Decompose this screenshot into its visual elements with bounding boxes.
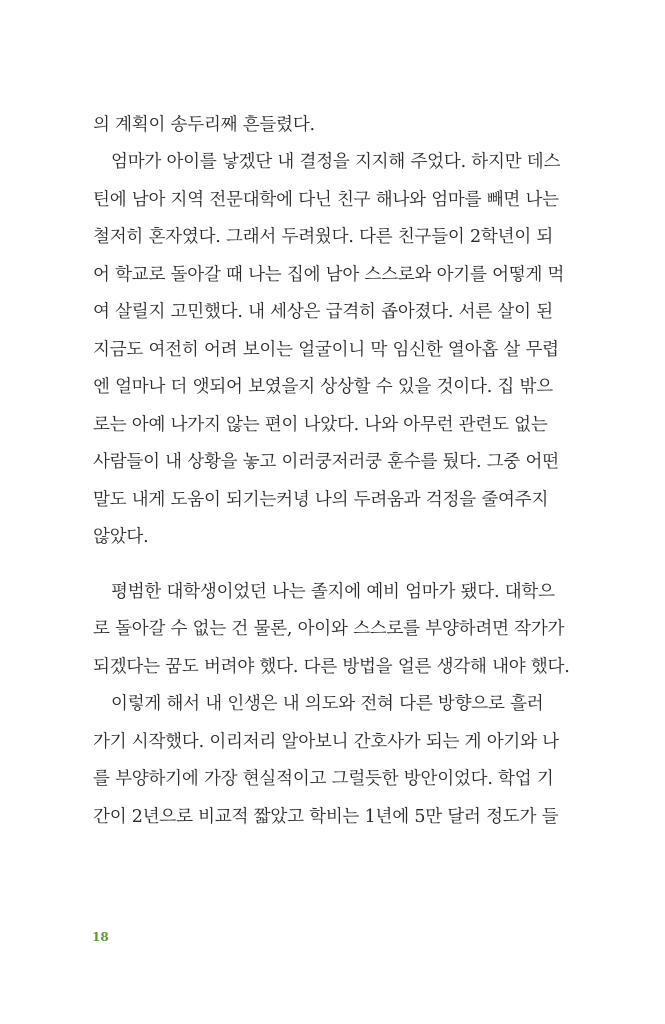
text-line: 어 학교로 돌아갈 때 나는 집에 남아 스스로와 아기를 어떻게 먹: [93, 265, 565, 285]
text-line: 지금도 여전히 어려 보이는 얼굴이니 막 임신한 열아홉 살 무렵: [93, 340, 559, 360]
page-number: 18: [92, 930, 109, 944]
text-line: 로 돌아갈 수 없는 건 물론, 아이와 스스로를 부양하려면 작가가: [93, 619, 565, 639]
text-line: 여 살릴지 고민했다. 내 세상은 급격히 좁아졌다. 서른 살이 된: [93, 302, 553, 322]
text-line: 않았다.: [93, 527, 149, 547]
text-line: 이렇게 해서 내 인생은 내 의도와 전혀 다른 방향으로 흘러: [111, 694, 544, 714]
text-line: 평범한 대학생이었던 나는 졸지에 예비 엄마가 됐다. 대학으: [111, 582, 555, 602]
text-line: 철저히 혼자였다. 그래서 두려웠다. 다른 친구들이 2학년이 되: [93, 227, 554, 247]
text-line: 가기 시작했다. 이리저리 알아보니 간호사가 되는 게 아기와 나: [93, 732, 559, 752]
text-line: 엄마가 아이를 낳겠단 내 결정을 지지해 주었다. 하지만 데스: [111, 152, 561, 172]
text-line: 되겠다는 꿈도 버려야 했다. 다른 방법을 얼른 생각해 내야 했다.: [93, 657, 570, 677]
text-line: 엔 얼마나 더 앳되어 보였을지 상상할 수 있을 것이다. 집 밖으: [93, 377, 553, 397]
text-line: 간이 2년으로 비교적 짧았고 학비는 1년에 5만 달러 정도가 들: [93, 807, 559, 827]
text-line: 말도 내게 도움이 되기는커녕 나의 두려움과 걱정을 줄여주지: [93, 490, 549, 510]
text-line: 사람들이 내 상황을 놓고 이러쿵저러쿵 훈수를 뒀다. 그중 어떤: [93, 452, 559, 472]
text-line: 틴에 남아 지역 전문대학에 다닌 친구 해나와 엄마를 빼면 나는: [93, 190, 559, 210]
text-line: 의 계획이 송두리째 흔들렸다.: [93, 115, 315, 135]
text-line: 로는 아예 나가지 않는 편이 나았다. 나와 아무런 관련도 없는: [93, 415, 548, 435]
text-line: 를 부양하기에 가장 현실적이고 그럴듯한 방안이었다. 학업 기: [93, 769, 554, 789]
